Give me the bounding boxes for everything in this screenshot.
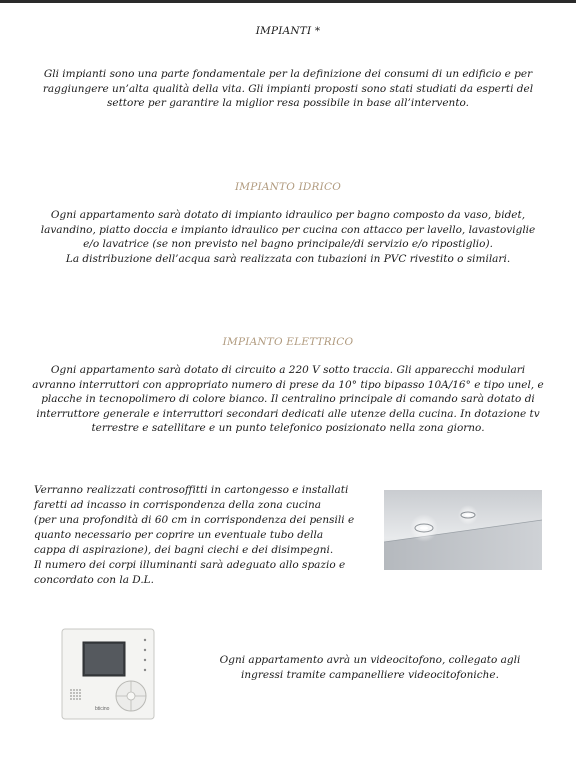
idrico-line: e/o lavatrice (se non previsto nel bagno principale/di servizio e/o ripostiglio). — [83, 238, 493, 250]
intro-paragraph — [0, 67, 576, 111]
controsoffitti-paragraph — [34, 483, 364, 588]
top-border — [0, 0, 576, 3]
controsoffitti-line: Verranno realizzati controsoffitti in cartongesso e installati — [34, 484, 349, 496]
controsoffitti-line: quanto necessario per coprire un eventuale tubo della — [34, 529, 324, 541]
idrico-line: La distribuzione dell’acqua sarà realizzata con tubazioni in PVC rivestito o similari. — [65, 252, 511, 265]
intro-line: raggiungere un’alta qualità della vita. Gli impianti proposti sono stati studiati da esperti del — [42, 82, 534, 95]
elettrico-line: interruttore generale e interruttori secondari dedicati alle utenze della cucina. In dotazione tv — [36, 407, 540, 420]
brand-label: bticino — [95, 706, 110, 712]
ceiling-spotlights-image — [384, 490, 542, 570]
intro-line: settore per garantire la miglior resa possibile in base all’intervento. — [106, 97, 470, 109]
elettrico-line: Ogni appartamento sarà dotato di circuito a 220 V sotto traccia. Gli apparecchi modulari — [50, 364, 526, 376]
intro-line: Gli impianti sono una parte fondamentale per la definizione dei consumi di un edificio e per — [43, 68, 533, 80]
elettrico-line: avranno interruttori con appropriato numero di prese da 10° tipo bipasso 10A/16° e tipo unel, e — [32, 378, 544, 391]
ceiling-spotlights-photo — [384, 490, 542, 570]
elettrico-paragraph — [0, 363, 576, 436]
videocitofono-line: ingressi tramite campanelliere videocitofoniche. — [241, 669, 499, 681]
controsoffitti-line: concordato con la D.L. — [34, 574, 154, 586]
idrico-paragraph — [0, 208, 576, 266]
videocitofono-paragraph — [190, 653, 550, 683]
elettrico-line: terrestre e satellitare e un punto telefonico posizionato nella zona giorno. — [91, 422, 485, 434]
controsoffitti-line: (per una profondità di 60 cm in corrispondenza dei pensili e — [34, 514, 355, 526]
controsoffitti-line: Il numero dei corpi illuminanti sarà adeguato allo spazio e — [34, 559, 346, 571]
page-title: IMPIANTI * — [255, 25, 321, 37]
section-heading-elettrico: IMPIANTO ELETTRICO — [222, 336, 354, 348]
section-heading-idrico: IMPIANTO IDRICO — [234, 181, 342, 193]
controsoffitti-line: faretti ad incasso in corrispondenza della zona cucina — [34, 499, 321, 511]
elettrico-line: placche in tecnopolimero di colore bianco. Il centralino principale di comando sarà dotato di — [41, 393, 535, 405]
idrico-line: Ogni appartamento sarà dotato di impianto idraulico per bagno composto da vaso, bidet, — [50, 209, 526, 221]
controsoffitti-line: cappa di aspirazione), dei bagni ciechi e dei disimpegni. — [34, 544, 334, 556]
videointercom-device — [61, 628, 155, 720]
videocitofono-line: Ogni appartamento avrà un videocitofono, collegato agli — [219, 654, 521, 666]
idrico-line: lavandino, piatto doccia e impianto idraulico per cucina con attacco per lavello, lavastoviglie — [40, 223, 536, 236]
